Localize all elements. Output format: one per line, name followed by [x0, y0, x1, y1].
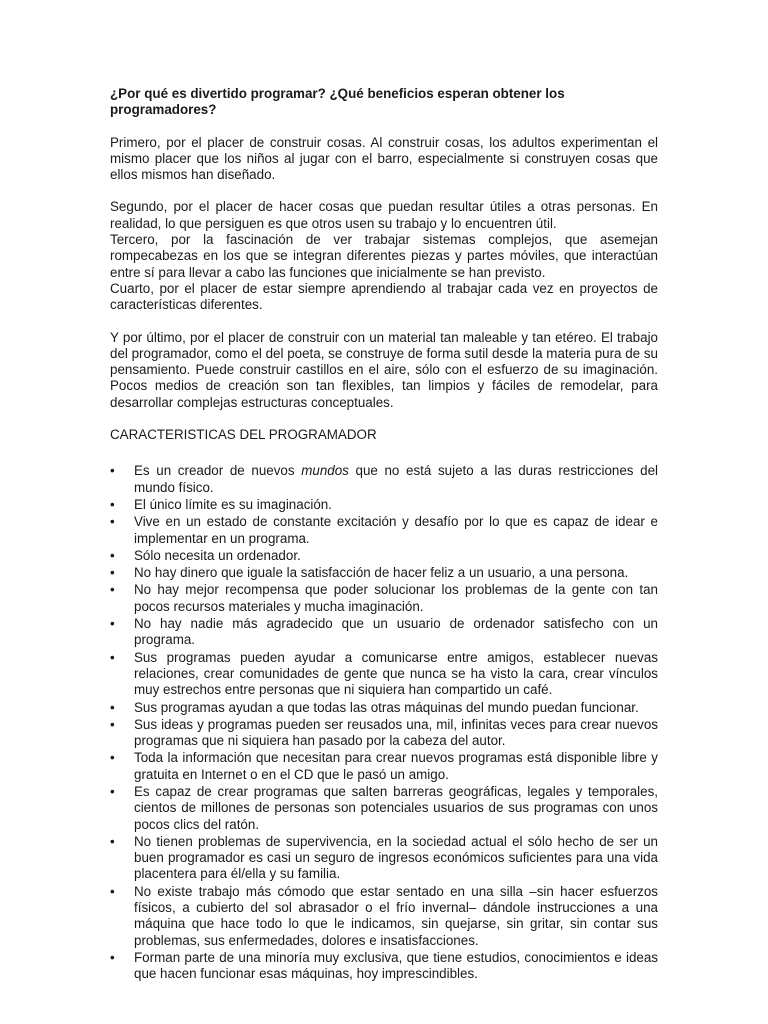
- list-item-text: No hay nadie más agradecido que un usuario de ordenador satisfecho con un programa.: [134, 616, 658, 648]
- bullet-icon: •: [110, 514, 115, 530]
- bullet-icon: •: [110, 833, 115, 849]
- list-item: [110, 463, 658, 496]
- list-item: [110, 884, 658, 949]
- list-item-text: No hay dinero que iguale la satisfacción de hacer feliz a un usuario, a una persona.: [134, 565, 629, 581]
- section-title: CARACTERISTICAS DEL PROGRAMADOR: [110, 427, 377, 443]
- bullet-icon: •: [110, 716, 115, 732]
- bullet-icon: •: [110, 750, 115, 766]
- bullet-icon: •: [110, 565, 115, 581]
- list-item: [110, 784, 658, 833]
- paragraph-line: Primero, por el placer de construir cosas. Al construir cosas, los adultos experimentan el mismo placer que los niños al jugar con el barro, especialmente si construyen cosas que ellos mismos han diseñado.: [110, 134, 658, 183]
- list-item-text-start: Es un creador de nuevos: [134, 463, 302, 479]
- list-item-text-end: que no está sujeto a las duras restricciones del mundo físico.: [134, 463, 658, 495]
- list-item-text: No tienen problemas de supervivencia, en la sociedad actual el sólo hecho de ser un buen programador es casi un seguro de ingresos económicos suficientes para una vida placentera para él/ella y su familia.: [134, 833, 658, 882]
- list-item: [110, 548, 658, 564]
- bullet-icon: •: [110, 883, 115, 899]
- list-item: [110, 565, 658, 581]
- bullet-icon: •: [110, 616, 115, 632]
- list-item: [110, 582, 658, 615]
- list-item: [110, 514, 658, 547]
- list-item-text: Sus programas pueden ayudar a comunicarse entre amigos, establecer nuevas relaciones, crear comunidades de gente que nunca se ha visto la cara, crear vínculos muy estrechos entre personas que ni siquiera han compartido un café.: [134, 649, 658, 698]
- bullet-icon: •: [110, 463, 115, 479]
- list-item: [110, 750, 658, 783]
- characteristics-list: [110, 463, 658, 982]
- paragraph-line: Y por último, por el placer de construir con un material tan maleable y tan etéreo. El trabajo del programador, como el del poeta, se construye de forma sutil desde la materia pura de su pensamiento. Puede construir castillos en el aire, sólo con el esfuerzo de su imaginación. Pocos medios de creación son tan flexibles, tan limpios y fáciles de remodelar, para desarrollar complejas estructuras conceptuales.: [110, 329, 658, 410]
- list-item-text: No existe trabajo más cómodo que estar sentado en una silla –sin hacer esfuerzos físicos, a cubierto del sol abrasador o el frío invernal– dándole instrucciones a una máquina que hace todo lo que le indicamos, sin quejarse, sin gritar, sin contar sus problemas, sus enfermedades, dolores e insatisfacciones.: [134, 883, 658, 948]
- bullet-icon: •: [110, 649, 115, 665]
- list-item: [110, 650, 658, 699]
- list-item-text: Sus ideas y programas pueden ser reusados una, mil, infinitas veces para crear nuevos programas que ni siquiera han pasado por la cabeza del autor.: [134, 716, 658, 749]
- list-item: [110, 616, 658, 649]
- list-item-text: Sólo necesita un ordenador.: [134, 547, 301, 563]
- list-item-emphasis: mundos: [301, 463, 349, 479]
- list-item: [110, 834, 658, 883]
- paragraph-3: [110, 330, 658, 411]
- list-item: [110, 950, 658, 983]
- list-item-text: Vive en un estado de constante excitación y desafío por lo que es capaz de idear e implementar en un programa.: [134, 514, 658, 546]
- list-item: [110, 700, 658, 716]
- paragraph-1: [110, 135, 658, 184]
- list-item-text: Sus programas ayudan a que todas las otras máquinas del mundo puedan funcionar.: [134, 699, 639, 715]
- list-item: [110, 497, 658, 513]
- list-item: [110, 717, 658, 750]
- list-item-text: El único límite es su imaginación.: [134, 496, 332, 512]
- bullet-icon: •: [110, 547, 115, 563]
- paragraph-line: Tercero, por la fascinación de ver trabajar sistemas complejos, que asemejan rompecabezas en los que se integran diferentes piezas y partes móviles, que interactúan entre sí para llevar a cabo las funciones que inicialmente se han previsto.: [110, 232, 658, 280]
- bullet-icon: •: [110, 783, 115, 799]
- bullet-icon: •: [110, 699, 115, 715]
- list-item-text: Es capaz de crear programas que salten barreras geográficas, legales y temporales, cientos de millones de personas son potenciales usuarios de sus programas con unos pocos clics del ratón.: [134, 783, 658, 832]
- paragraph-2: [110, 199, 658, 313]
- list-item-text: Toda la información que necesitan para crear nuevos programas está disponible libre y gratuita en Internet o en el CD que le pasó un amigo.: [134, 750, 658, 782]
- bullet-icon: •: [110, 496, 115, 512]
- list-item-text: Forman parte de una minoría muy exclusiva, que tiene estudios, conocimientos e ideas que hacen funcionar esas máquinas, hoy imprescindibles.: [134, 949, 658, 982]
- list-item-text: No hay mejor recompensa que poder solucionar los problemas de la gente con tan pocos recursos materiales y mucha imaginación.: [134, 582, 658, 614]
- bullet-icon: •: [110, 949, 115, 965]
- paragraph-line: Cuarto, por el placer de estar siempre aprendiendo al trabajar cada vez en proyectos de características diferentes.: [110, 280, 658, 313]
- document-title: ¿Por qué es divertido programar? ¿Qué beneficios esperan obtener los programadores?: [110, 86, 565, 118]
- paragraph-line: Segundo, por el placer de hacer cosas que puedan resultar útiles a otras personas. En realidad, lo que persiguen es que otros usen su trabajo y lo encuentren útil.: [110, 199, 658, 231]
- bullet-icon: •: [110, 582, 115, 598]
